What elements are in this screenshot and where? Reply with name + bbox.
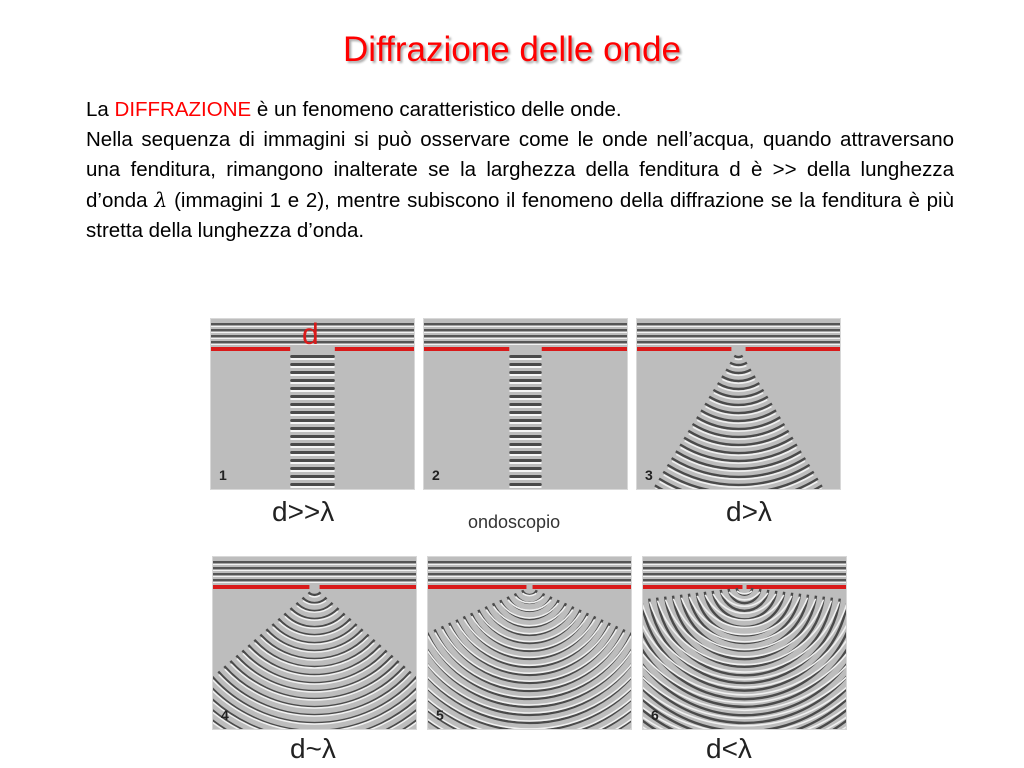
straight-wavefront: [290, 475, 335, 478]
straight-wavefront: [290, 427, 335, 430]
incident-wavefront-highlight: [637, 338, 840, 340]
wave-panel-4: [212, 556, 417, 730]
straight-wavefront: [290, 467, 335, 470]
straight-wavefront-highlight: [290, 366, 335, 368]
slide-title: Diffrazione delle onde: [343, 30, 681, 69]
paragraph-part2: (immagini 1 e 2), mentre subiscono il fenomeno della diffrazione se la fenditura è più stretta della lunghezza d’onda.: [86, 189, 954, 242]
incident-wavefront: [643, 561, 846, 564]
straight-wavefront-highlight: [290, 430, 335, 432]
label-d-approx: d~λ: [290, 733, 336, 764]
diffracted-wavefront: [734, 356, 742, 357]
straight-wavefront: [509, 379, 541, 382]
straight-wavefront: [290, 379, 335, 382]
wave-panel-6: [642, 556, 847, 730]
barrier-right: [747, 585, 846, 589]
label-d-less: d<λ: [706, 733, 752, 764]
straight-wavefront-highlight: [290, 446, 335, 448]
wave-panel-3: [636, 318, 841, 490]
straight-wavefront: [290, 387, 335, 390]
straight-wavefront: [290, 411, 335, 414]
straight-wavefront: [509, 451, 541, 454]
barrier-left: [428, 585, 526, 589]
wave-image-3: [637, 319, 840, 489]
straight-wavefront: [290, 363, 335, 366]
straight-wavefront-highlight: [509, 422, 541, 424]
wave-image-4: [213, 557, 416, 729]
straight-wavefront-highlight: [290, 406, 335, 408]
straight-wavefront-highlight: [509, 486, 541, 488]
straight-wavefront-highlight: [509, 414, 541, 416]
incident-wavefront-highlight: [213, 564, 416, 566]
barrier-left: [213, 585, 309, 589]
straight-wavefront: [509, 419, 541, 422]
straight-wavefront: [509, 403, 541, 406]
straight-wavefront-highlight: [509, 406, 541, 408]
incident-wavefront: [428, 561, 631, 564]
incident-wavefront-highlight: [424, 332, 627, 334]
straight-wavefront-highlight: [290, 398, 335, 400]
straight-wavefront-highlight: [290, 470, 335, 472]
incident-wavefront: [424, 329, 627, 332]
intro-line: [86, 95, 954, 125]
incident-wavefront: [424, 323, 627, 326]
incident-wavefront: [637, 341, 840, 344]
straight-wavefront: [290, 459, 335, 462]
straight-wavefront: [509, 355, 541, 358]
incident-wavefront: [428, 567, 631, 570]
incident-wavefront: [643, 567, 846, 570]
barrier-right: [542, 347, 627, 351]
straight-wavefront-highlight: [290, 382, 335, 384]
incident-wavefront: [637, 335, 840, 338]
straight-wavefront: [290, 403, 335, 406]
panel-number-4: 4: [221, 707, 229, 723]
label-d-much-greater: d>>λ: [272, 496, 335, 527]
straight-wavefront: [509, 467, 541, 470]
barrier-left: [424, 347, 509, 351]
straight-wavefront-highlight: [509, 374, 541, 376]
incident-wavefront-highlight: [428, 570, 631, 572]
straight-wavefront: [509, 427, 541, 430]
intro-highlight: DIFFRAZIONE: [114, 98, 252, 121]
straight-wavefront: [509, 411, 541, 414]
wave-image-5: [428, 557, 631, 729]
straight-wavefront-highlight: [509, 390, 541, 392]
panel-number-2: 2: [432, 467, 440, 483]
incident-wavefront: [424, 341, 627, 344]
straight-wavefront-highlight: [290, 390, 335, 392]
incident-wavefront: [428, 579, 631, 582]
paragraph-part1: Nella sequenza di immagini si può osservare come le onde nell’acqua, quando attraversano una fenditura, rimangono inalterate se la larghezza della fenditura d è >> della lunghezza d’onda: [86, 128, 954, 212]
straight-wavefront-highlight: [509, 454, 541, 456]
straight-wavefront-highlight: [509, 382, 541, 384]
incident-wavefront-highlight: [428, 582, 631, 584]
straight-wavefront-highlight: [290, 454, 335, 456]
straight-wavefront-highlight: [509, 358, 541, 360]
straight-wavefront: [290, 483, 335, 486]
incident-wavefront-highlight: [424, 338, 627, 340]
incident-wavefront-highlight: [643, 582, 846, 584]
transmitted-waves: [290, 355, 335, 488]
incident-wavefront-highlight: [428, 576, 631, 578]
incident-wavefront-highlight: [637, 326, 840, 328]
straight-wavefront-highlight: [290, 422, 335, 424]
straight-wavefront-highlight: [290, 438, 335, 440]
incident-wavefront-highlight: [424, 326, 627, 328]
incident-wavefront-highlight: [213, 576, 416, 578]
barrier-right: [533, 585, 631, 589]
wave-panel-5: [427, 556, 632, 730]
lambda-symbol: λ: [154, 188, 168, 212]
incident-wavefront: [637, 329, 840, 332]
straight-wavefront: [509, 435, 541, 438]
incident-wavefront: [428, 573, 631, 576]
label-d-greater: d>λ: [726, 496, 772, 527]
incident-wavefront-highlight: [643, 570, 846, 572]
straight-wavefront-highlight: [509, 446, 541, 448]
straight-wavefront: [509, 459, 541, 462]
incident-wavefront: [424, 335, 627, 338]
straight-wavefront: [509, 483, 541, 486]
barrier-right: [335, 347, 414, 351]
incident-wavefront: [213, 579, 416, 582]
barrier-right: [320, 585, 416, 589]
incident-wavefront: [213, 561, 416, 564]
intro-prefix: La: [86, 98, 109, 121]
straight-wavefront-highlight: [509, 470, 541, 472]
wave-panel-2: [423, 318, 628, 490]
ondoscopio-label: ondoscopio: [468, 512, 561, 532]
straight-wavefront: [290, 435, 335, 438]
transmitted-waves: [509, 355, 541, 488]
straight-wavefront: [290, 371, 335, 374]
panel-number-6: 6: [651, 707, 659, 723]
barrier-right: [746, 347, 840, 351]
barrier-left: [637, 347, 731, 351]
straight-wavefront: [290, 395, 335, 398]
panel-number-3: 3: [645, 467, 653, 483]
straight-wavefront-highlight: [290, 478, 335, 480]
wave-image-2: [424, 319, 627, 489]
incident-wavefront-highlight: [213, 582, 416, 584]
incident-wavefront-highlight: [637, 332, 840, 334]
straight-wavefront: [509, 475, 541, 478]
straight-wavefront-highlight: [509, 398, 541, 400]
incident-wavefront: [637, 323, 840, 326]
straight-wavefront: [509, 371, 541, 374]
incident-wavefront-highlight: [428, 564, 631, 566]
barrier-left: [211, 347, 290, 351]
slide-body: [86, 95, 954, 246]
straight-wavefront-highlight: [509, 438, 541, 440]
straight-wavefront-highlight: [290, 462, 335, 464]
incident-wavefront-highlight: [643, 564, 846, 566]
diffracted-wavefront-highlight: [735, 359, 742, 360]
incident-wavefront-highlight: [643, 576, 846, 578]
intro-suffix: è un fenomeno caratteristico delle onde.: [256, 98, 622, 121]
straight-wavefront: [509, 387, 541, 390]
straight-wavefront: [290, 355, 335, 358]
straight-wavefront-highlight: [290, 486, 335, 488]
incident-wavefront-highlight: [637, 344, 840, 346]
straight-wavefront: [509, 363, 541, 366]
incident-wavefront: [213, 567, 416, 570]
incident-wavefront-highlight: [424, 344, 627, 346]
slit-width-marker: d: [302, 318, 319, 351]
incident-wavefront: [643, 573, 846, 576]
straight-wavefront: [290, 419, 335, 422]
straight-wavefront-highlight: [290, 414, 335, 416]
straight-wavefront-highlight: [509, 366, 541, 368]
straight-wavefront: [509, 443, 541, 446]
straight-wavefront-highlight: [509, 430, 541, 432]
straight-wavefront-highlight: [290, 358, 335, 360]
straight-wavefront: [290, 443, 335, 446]
panel-number-5: 5: [436, 707, 444, 723]
straight-wavefront: [509, 395, 541, 398]
barrier-left: [643, 585, 742, 589]
incident-wavefront: [643, 579, 846, 582]
incident-wavefront: [213, 573, 416, 576]
incident-wavefront-highlight: [213, 570, 416, 572]
explanation-paragraph: [86, 125, 954, 246]
straight-wavefront: [290, 451, 335, 454]
straight-wavefront-highlight: [509, 478, 541, 480]
straight-wavefront-highlight: [290, 374, 335, 376]
panel-number-1: 1: [219, 467, 227, 483]
wave-image-6: [643, 557, 846, 729]
straight-wavefront-highlight: [509, 462, 541, 464]
